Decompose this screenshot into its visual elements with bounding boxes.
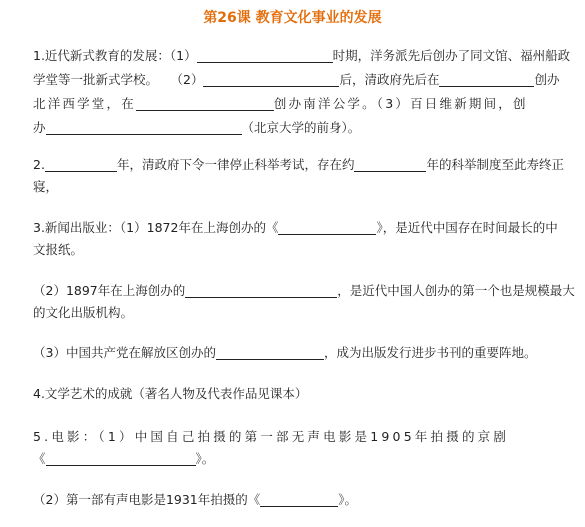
q1-line2: 学堂等一批新式学校。 （2） 后，清政府先后在 创办 — [33, 72, 560, 87]
answer-blank[interactable] — [354, 157, 426, 172]
q5-line1: 5.电影：（1）中国自己拍摄的第一部无声电影是1905年拍摄的京剧 — [33, 429, 510, 444]
answer-blank[interactable] — [260, 492, 338, 507]
answer-blank[interactable] — [46, 120, 242, 135]
q3-line5: （3）中国共产党在解放区创办的 ，成为出版发行进步书刊的重要阵地。 — [33, 345, 537, 360]
q4-line1: 4.文学艺术的成就（著名人物及代表作品见课本） — [33, 386, 308, 401]
q2-line2: 寝， — [33, 179, 59, 194]
answer-blank[interactable] — [197, 48, 333, 63]
answer-blank[interactable] — [136, 96, 274, 111]
answer-blank[interactable] — [439, 72, 534, 87]
lesson-title: 第26课 教育文化事业的发展 — [203, 10, 382, 26]
q5-line3: （2）第一部有声电影是1931年拍摄的《 》。 — [33, 492, 358, 507]
q5-line2: 《 》。 — [33, 451, 215, 466]
q3-line2: 文报纸。 — [33, 242, 84, 257]
q1-line4: 办 （北京大学的前身）。 — [33, 120, 361, 135]
answer-blank[interactable] — [203, 72, 339, 87]
q3-line1: 3.新闻出版业：（1）1872年在上海创办的《 》，是近代中国存在时间最长的中 — [33, 220, 558, 235]
q1-line3: 北洋西学堂，在 创办南洋公学。（3）百日维新期间，创 — [33, 96, 528, 111]
q1-line1: 1.近代新式教育的发展：（1） 时期，洋务派先后创办了同文馆、福州船政 — [33, 48, 571, 63]
answer-blank[interactable] — [278, 220, 376, 235]
q3-line3: （2）1897年在上海创办的 ，是近代中国人创办的第一个也是规模最大 — [33, 283, 575, 298]
q2-line1: 2. 年，清政府下令一律停止科举考试，存在约 年的科举制度至此寿终正 — [33, 157, 564, 172]
answer-blank[interactable] — [45, 157, 117, 172]
q3-line4: 的文化出版机构。 — [33, 305, 134, 320]
answer-blank[interactable] — [185, 283, 337, 298]
answer-blank[interactable] — [46, 451, 196, 466]
answer-blank[interactable] — [216, 345, 324, 360]
